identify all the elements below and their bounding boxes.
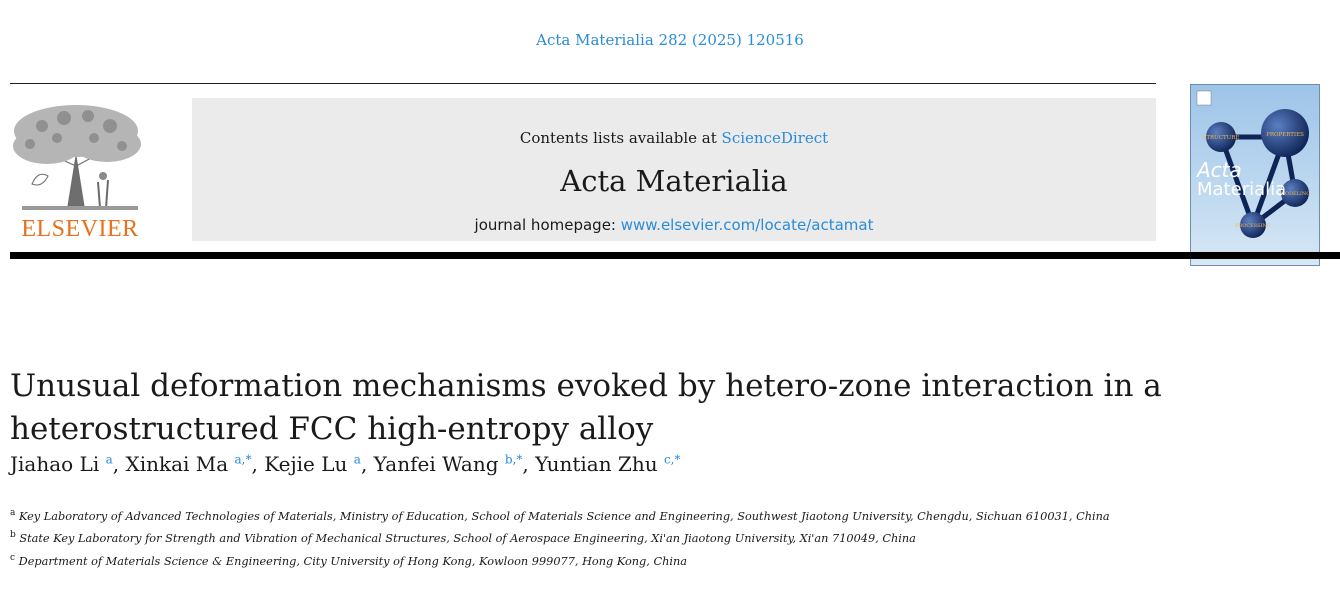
author-name[interactable]: Xinkai Ma [125,452,229,476]
affiliation-item [10,526,1335,548]
author-affiliation-link[interactable]: b,* [504,452,523,467]
author-affiliation-link[interactable]: a,* [234,452,252,467]
elsevier-mini-logo-icon [1197,91,1211,105]
affiliation-text: Department of Materials Science & Engineering, City University of Hong Kong, Kowloon 999077, Hong Kong, China [18,554,687,568]
affiliation-text: State Key Laboratory for Strength and Vibration of Mechanical Structures, School of Aerospace Engineering, Xi'an Jiaotong University, Xi'an 710049, China [19,532,916,546]
journal-cover-thumbnail[interactable] [1190,84,1320,266]
author-affiliation-link[interactable]: a [353,452,361,467]
author-affiliation-link[interactable]: c,* [663,452,681,467]
header-rule [10,83,1156,84]
journal-banner [192,98,1156,241]
affiliation-text: Key Laboratory of Advanced Technologies of Materials, Ministry of Education, School of Materials Science and Engineering, Southwest Jiaotong University, Chengdu, Sichuan 610031, China [18,509,1110,523]
contents-prefix: Contents lists available at [519,129,722,147]
cover-label-processing: PROCESSING [1235,223,1271,229]
header-thick-rule [10,252,1340,259]
homepage-link[interactable]: www.elsevier.com/locate/actamat [620,216,874,234]
cover-label-properties: PROPERTIES [1266,132,1304,138]
affiliation-item [10,504,1335,526]
author-name[interactable]: Yanfei Wang [373,452,499,476]
affiliation-marker: c [10,552,16,563]
affiliation-marker: a [10,508,16,518]
author-name[interactable]: Jiahao Li [10,452,100,476]
journal-title: Acta Materialia [560,164,788,198]
article-title-line2: heterostructured FCC high-entropy alloy [10,411,654,447]
elsevier-logo[interactable] [2,96,158,240]
contents-line [192,129,1156,147]
journal-citation[interactable]: Acta Materialia 282 (2025) 120516 [536,31,804,49]
cover-title-line2: Materialia [1197,179,1287,200]
author-affiliation-link[interactable]: a [105,452,113,467]
author-list: Jiahao Li $^a$, Xinkai Ma $^{a,*}$, Kejie Lu $^a$, Yanfei Wang $^{b,*}$, Yuntian Zhu $^{c,*}$ [10,452,681,476]
article-title-line1: Unusual deformation mechanisms evoked by hetero-zone interaction in a [10,368,1162,404]
homepage-prefix: journal homepage: [474,216,621,234]
elsevier-tree-icon [2,96,158,240]
sciencedirect-link[interactable]: ScienceDirect [721,129,829,147]
cover-title-line1: Acta [1197,158,1242,182]
affiliation-item [10,549,1335,571]
affiliation-marker: b [10,530,16,541]
author-name[interactable]: Yuntian Zhu [535,452,658,476]
elsevier-wordmark: ELSEVIER [21,216,139,240]
cover-label-modeling: MODELING [1279,191,1311,197]
cover-label-structure: STRUCTURE [1202,135,1240,141]
homepage-line [192,216,1156,234]
affiliation-list [10,504,1335,571]
article-title [10,365,1310,451]
author-name[interactable]: Kejie Lu [264,452,348,476]
